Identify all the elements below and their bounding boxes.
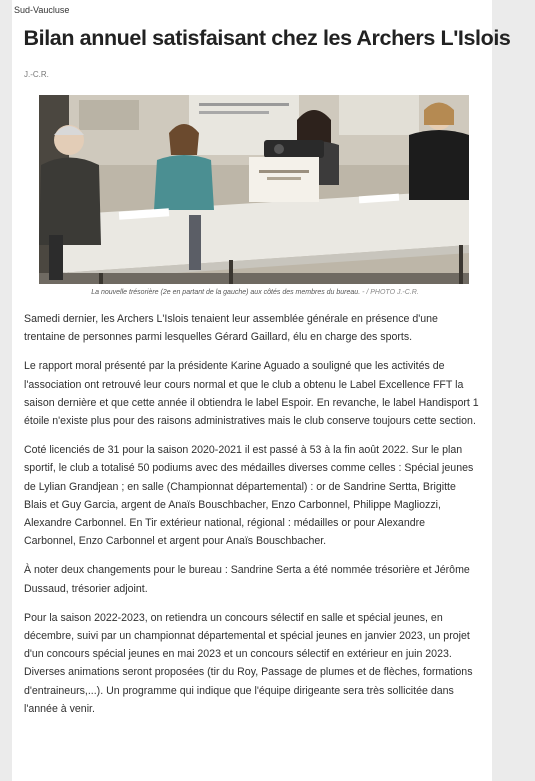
caption-credit: - / PHOTO J.-C.R.	[362, 289, 419, 296]
body-line: Diverses animations seront proposées (tir du Roy, Passage de plumes et de flèches, formations	[24, 666, 473, 679]
body-line: saison dernière et que cette année il obtiendra le label Espoir. En revanche, le label Handisport 1	[24, 396, 479, 409]
body-line: À noter deux changements pour le bureau : Sandrine Serta a été nommée trésorière et Jérôme	[24, 564, 470, 577]
body-line: Coté licenciés de 31 pour la saison 2020-2021 il est passé à 53 à la fin août 2022. Sur le plan	[24, 444, 463, 457]
paragraph-5	[24, 609, 494, 718]
body-line: de Lylian Grandjean ; en salle (Championnat départemental) : or de Sandrine Sertta, Brigitte	[24, 480, 456, 493]
paragraph-4	[24, 561, 494, 597]
body-line: Blais et Guy Garcia, argent de Anaïs Bouschbacher, Enzo Carbonnel, Philippe Magliozzi,	[24, 498, 441, 511]
body-line: Carbonnel, Enzo Carbonnel et argent pour Anaïs Bouschbacher.	[24, 535, 327, 548]
body-line: Alexandre Carbonnel. En Tir extérieur national, régional : médailles or pour Alexandre	[24, 517, 426, 530]
photo-caption	[20, 289, 490, 296]
body-line: Pour la saison 2022-2023, on retiendra un concours sélectif en salle et spécial jeunes, en	[24, 611, 443, 624]
paragraph-1	[24, 310, 494, 346]
body-line: trentaine de personnes parmi lesquelles Gérard Gaillard, élu en charge des sports.	[24, 331, 413, 344]
article-photo[interactable]	[39, 95, 469, 284]
body-line: l'année à venir.	[24, 702, 95, 715]
section-label[interactable]: Sud-Vaucluse	[14, 5, 70, 15]
caption-text: La nouvelle trésorière (2e en partant de la gauche) aux côtés des membres du bureau.	[91, 289, 361, 296]
body-line: d'entraineurs,...). Un programme qui indique que l'équipe dirigeante sera très sollicitée dans	[24, 684, 454, 697]
meeting-photo-icon	[39, 95, 469, 284]
body-line: Dussaud, trésorier adjoint.	[24, 582, 148, 595]
article-headline: Bilan annuel satisfaisant chez les Archers L'Islois	[23, 26, 511, 50]
body-line: Samedi dernier, les Archers L'Islois tenaient leur assemblée générale en présence d'une	[24, 313, 438, 325]
body-line: étoile n'existe plus pour des raisons administratives mais le club conserve toujours cette section.	[24, 415, 476, 428]
body-line: d'un concours spécial jeunes en mai 2023 et un concours sélectif en extérieur en juin 2023.	[24, 648, 452, 661]
paragraph-2	[24, 357, 494, 430]
paragraph-3	[24, 441, 494, 550]
body-line: Le rapport moral présenté par la présidente Karine Aguado a souligné que les activités de	[24, 360, 445, 373]
body-line: l'association ont retrouvé leur cours normal et que le club a obtenu le Label Excellence FFT la	[24, 378, 464, 391]
article-byline: J.-C.R.	[24, 70, 49, 79]
article-body	[24, 310, 494, 729]
body-line: sportif, le club a totalisé 50 podiums avec des médailles diverses comme celles : Spécial jeunes	[24, 462, 474, 475]
body-line: décembre, suivi par un championnat départemental et spécial jeunes en janvier 2023, un projet	[24, 630, 470, 643]
